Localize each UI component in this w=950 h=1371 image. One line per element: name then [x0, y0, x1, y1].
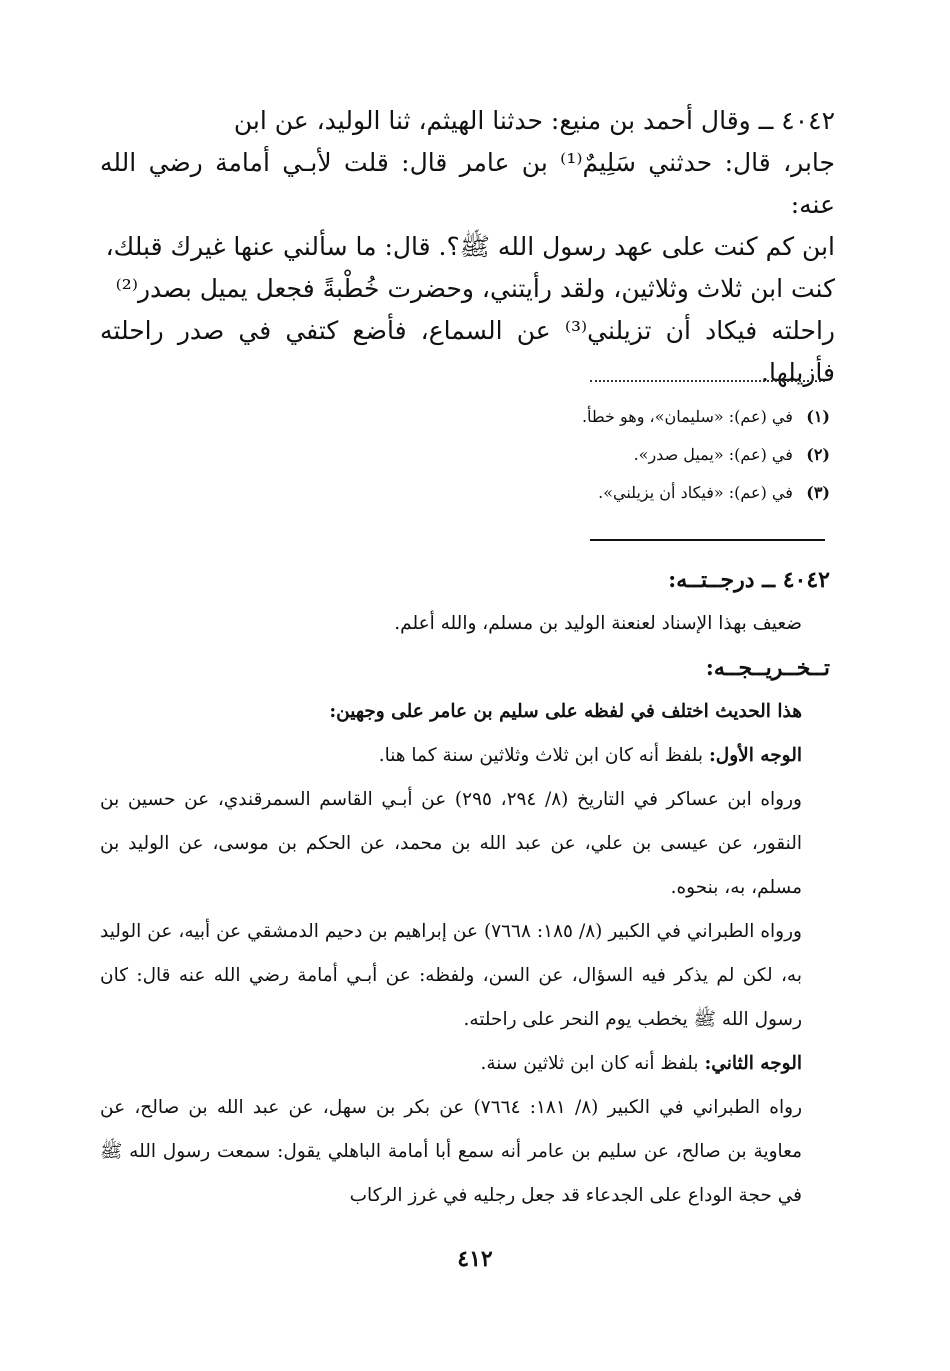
- hadith-line-2: جابر، قال: حدثني سَلِيمٌ⁽¹⁾ بن عامر قال: قلت لأبـي أمامة رضي الله عنه:: [100, 148, 836, 219]
- hadith-line-5: راحلته فيكاد أن تزيلني⁽³⁾ عن السماع، فأضع كتفي في صدر راحلته فأزيلها.: [100, 316, 835, 387]
- hadith-line-3: ابن كم كنت على عهد رسول الله ﷺ؟. قال: ما سألني عنها غيرك قبلك،: [105, 232, 835, 261]
- footnote-text: في (عم): «يميل صدر».: [633, 445, 793, 464]
- commentary-paragraph-2: ورواه الطبراني في الكبير (٨/ ١٨٥: ٧٦٦٨) عن إبراهيم بن دحيم الدمشقي عن أبيه، عن الوليد به، لكن لم يذكر فيه السؤال، عن السن، ولفظه: عن أبـي أمامة رضي الله عنه قال: كان رسول الله ﷺ يخطب يوم النحر على راحلته.: [100, 921, 802, 1030]
- first-aspect-label: الوجه الأول:: [708, 745, 802, 766]
- footnote-number: (٢): [806, 445, 830, 464]
- takhrij-heading: تــخــريــجــه:: [705, 655, 830, 681]
- page-number: ٤١٢: [457, 1246, 493, 1272]
- footnote-number: (١): [806, 407, 830, 426]
- grade-heading: ٤٠٤٢ ــ درجــتــه:: [668, 567, 830, 593]
- first-aspect: [100, 734, 830, 778]
- first-aspect-text: بلفظ أنه كان ابن ثلاث وثلاثين سنة كما هنا.: [378, 745, 704, 766]
- commentary-paragraph-1: ورواه ابن عساكر في التاريخ (٨/ ٢٩٤، ٢٩٥) عن أبـي القاسم السمرقندي، عن حسين بن النقور، عن عيسى بن علي، عن عبد الله بن محمد، عن الحكم بن موسى، عن الوليد بن مسلم، به، بنحوه.: [100, 789, 802, 898]
- second-aspect: [100, 1042, 830, 1086]
- commentary-paragraph-3: رواه الطبراني في الكبير (٨/ ١٨١: ٧٦٦٤) عن بكر بن سهل، عن عبد الله بن صالح، عن معاوية بن صالح، عن سليم بن عامر أنه سمع أبا أمامة الباهلي يقول: سمعت رسول الله ﷺ في حجة الوداع على الجدعاء قد جعل رجليه في غرز الركاب: [100, 1097, 803, 1206]
- takhrij-intro: هذا الحديث اختلف في لفظه على سليم بن عامر على وجهين:: [329, 701, 802, 722]
- footnote-item: [400, 398, 830, 436]
- footnote-item: [400, 474, 830, 512]
- main-hadith-text: [100, 100, 835, 394]
- grade-text: ضعيف بهذا الإسناد لعنعنة الوليد بن مسلم، والله أعلم.: [394, 613, 802, 634]
- footnote-divider: [590, 370, 825, 382]
- footnote-text: في (عم): «سليمان»، وهو خطأ.: [581, 407, 793, 426]
- footnotes: [400, 398, 830, 512]
- commentary: [100, 558, 830, 1218]
- footnote-item: [400, 436, 830, 474]
- hadith-line-1: ٤٠٤٢ ــ وقال أحمد بن منيع: حدثنا الهيثم، ثنا الوليد، عن ابن: [233, 106, 835, 135]
- second-aspect-label: الوجه الثاني:: [704, 1053, 802, 1074]
- footnote-number: (٣): [806, 483, 830, 502]
- footnote-text: في (عم): «فيكاد أن يزيلني».: [598, 483, 793, 502]
- section-separator: [590, 539, 825, 541]
- second-aspect-text: بلفظ أنه كان ابن ثلاثين سنة.: [480, 1053, 699, 1074]
- hadith-line-4: كنت ابن ثلاث وثلاثين، ولقد رأيتني، وحضرت خُطْبةً فجعل يميل بصدر⁽²⁾: [115, 274, 835, 303]
